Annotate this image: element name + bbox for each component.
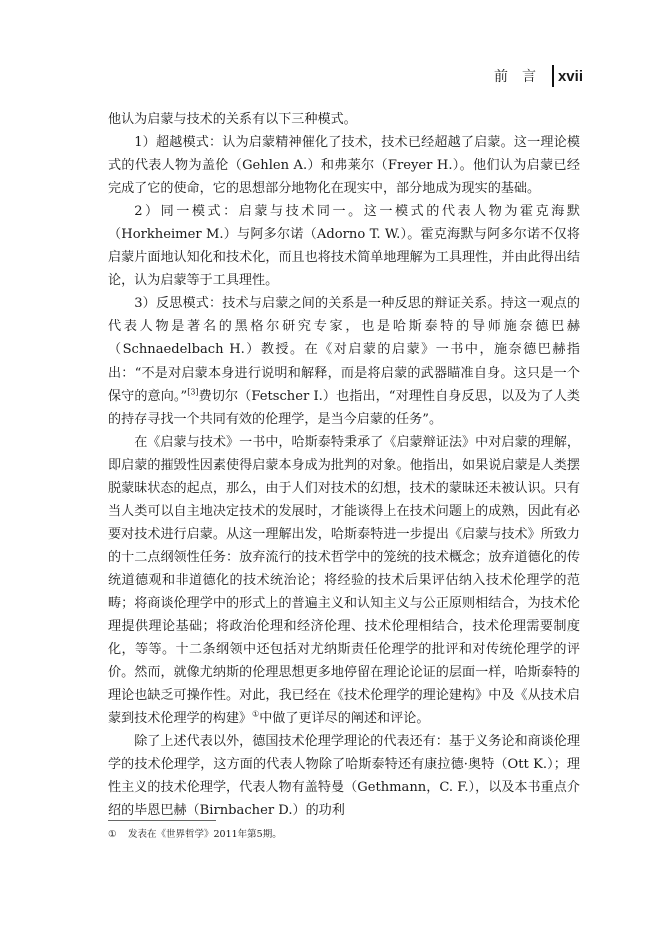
paragraph-text: 他认为启蒙与技术的关系有以下三种模式。: [108, 112, 357, 127]
paragraph-text: 中做了更详尽的阐述和评论。: [259, 711, 430, 727]
footnote-text: 发表在《世界哲学》2011年第5期。: [128, 829, 282, 840]
paragraph-text: 费切尔（Fetscher I.）也指出，“对理性自身反思，以及为了人类的持存寻找一个共同有效的伦理学，是当今启蒙的任务”。: [108, 388, 580, 427]
body-text: [108, 108, 580, 822]
paragraph: [108, 131, 580, 200]
paragraph-text: 除了上述代表以外，德国技术伦理学理论的代表还有：基于义务论和商谈伦理学的技术伦理学，这方面的代表人物除了哈斯泰特还有康拉德·奥特（Ott K.）；理性主义的技术伦理学，代表人物有盖特曼（Gethmann，C. F.），以及本书重点介绍的毕恩巴赫（Birnbacher D.）的功利: [108, 734, 580, 819]
paragraph: [108, 200, 580, 292]
citation-marker: ①: [252, 709, 260, 719]
footnote: [108, 828, 580, 842]
footnote-marker: ①: [108, 829, 117, 840]
footnote-rule: [108, 820, 216, 821]
paragraph-text: 1）超越模式：认为启蒙精神催化了技术，技术已经超越了启蒙。这一理论模式的代表人物为盖伦（Gehlen A.）和弗莱尔（Freyer H.）。他们认为启蒙已经完成了它的使命，它的思想部分地物化在现实中，部分地成为现实的基础。: [108, 135, 580, 197]
page-number: xvii: [557, 67, 583, 85]
paragraph-text: 2）同一模式：启蒙与技术同一。这一模式的代表人物为霍克海默（Horkheimer M.）与阿多尔诺（Adorno T. W.）。霍克海默与阿多尔诺不仅将启蒙片面地认知化和技术化，而且也将技术简单地理解为工具理性，并由此得出结论，认为启蒙等于工具理性。: [108, 204, 580, 289]
header-divider-bar: [552, 65, 554, 87]
running-header-title: 前言: [493, 69, 550, 85]
paragraph: [108, 108, 580, 131]
paragraph-text: 在《启蒙与技术》一书中，哈斯泰特秉承了《启蒙辩证法》中对启蒙的理解，即启蒙的摧毁性因素使得启蒙本身成为批判的对象。他指出，如果说启蒙是人类摆脱蒙昧状态的起点，那么，由于人们对技术的幻想，技术的蒙昧还未被认识。只有当人类可以自主地决定技术的发展时，才能谈得上在技术问题上的成熟，因此有必要对技术进行启蒙。从这一理解出发，哈斯泰特进一步提出《启蒙与技术》所致力的十二点纲领性任务：放弃流行的技术哲学中的笼统的技术概念；放弃道德化的传统道德观和非道德化的技术统治论；将经验的技术后果评估纳入技术伦理学的范畴；将商谈伦理学中的形式上的普遍主义和认知主义与公正原则相结合，为技术伦理提供理论基础；将政治伦理和经济伦理、技术伦理相结合，技术伦理需要制度化，等等。十二条纲领中还包括对尤纳斯责任伦理学的批评和对传统伦理学的评价。然而，就像尤纳斯的伦理思想更多地停留在理论论证的层面一样，哈斯泰特的理论也缺乏可操作性。对此，我已经在《技术伦理学的理论建构》中及《从技术启蒙到技术伦理学的构建》: [108, 434, 580, 727]
running-header: [494, 63, 583, 89]
paragraph-text: 3）反思模式：技术与启蒙之间的关系是一种反思的辩证关系。持这一观点的代表人物是著名的黑格尔研究专家，也是哈斯泰特的导师施奈德巴赫（Schnaedelbach H.）教授。在《对启蒙的启蒙》一书中，施奈德巴赫指出：“不是对启蒙本身进行说明和解释，而是将启蒙的武器瞄准自身。这只是一个保守的意向。”: [108, 296, 580, 404]
paragraph: [108, 730, 580, 822]
paragraph: [108, 292, 580, 430]
citation-marker: [3]: [187, 387, 199, 397]
paragraph: [108, 431, 580, 731]
